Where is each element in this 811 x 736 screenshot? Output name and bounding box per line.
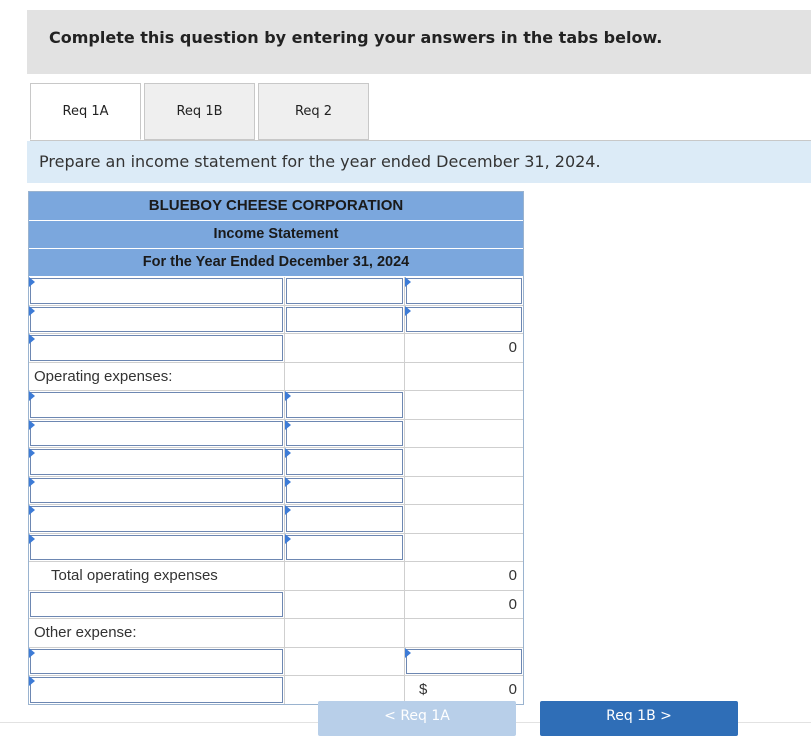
table-row <box>29 277 523 306</box>
instructions-banner <box>27 10 811 74</box>
total-operating-expenses-value: 0 <box>508 567 517 584</box>
expense-amount-input[interactable] <box>286 421 403 447</box>
dropdown-marker-icon <box>285 448 291 458</box>
dropdown-marker-icon <box>29 448 35 458</box>
other-expense-account-input[interactable] <box>30 649 283 675</box>
table-row <box>29 420 523 449</box>
dropdown-marker-icon <box>29 534 35 544</box>
table-row <box>29 391 523 420</box>
table-row <box>29 676 523 704</box>
amount-input[interactable] <box>406 278 522 304</box>
dropdown-marker-icon <box>29 505 35 515</box>
tab-req-1b[interactable]: Req 1B <box>144 83 255 140</box>
next-req-button[interactable]: Req 1B > <box>540 701 738 736</box>
statement-title: Income Statement <box>29 221 523 249</box>
table-row <box>29 591 523 620</box>
expense-account-input[interactable] <box>30 392 283 418</box>
expense-amount-input[interactable] <box>286 449 403 475</box>
expense-amount-input[interactable] <box>286 506 403 532</box>
dropdown-marker-icon <box>405 648 411 658</box>
dropdown-marker-icon <box>285 534 291 544</box>
account-input[interactable] <box>30 307 283 333</box>
total-operating-expenses-label: Total operating expenses <box>51 567 218 584</box>
tab-req-2[interactable]: Req 2 <box>258 83 369 140</box>
computed-value: 0 <box>508 339 517 356</box>
dropdown-marker-icon <box>405 277 411 287</box>
table-row <box>29 477 523 506</box>
account-input[interactable] <box>30 335 283 361</box>
dropdown-marker-icon <box>29 277 35 287</box>
table-row <box>29 363 523 392</box>
expense-amount-input[interactable] <box>286 478 403 504</box>
table-row <box>29 448 523 477</box>
table-row <box>29 534 523 563</box>
account-input[interactable] <box>30 278 283 304</box>
table-row <box>29 562 523 591</box>
expense-account-input[interactable] <box>30 506 283 532</box>
table-row <box>29 619 523 648</box>
table-row <box>29 648 523 677</box>
computed-value: 0 <box>508 595 517 613</box>
account-input[interactable] <box>30 592 283 618</box>
expense-account-input[interactable] <box>30 421 283 447</box>
expense-account-input[interactable] <box>30 535 283 561</box>
expense-amount-input[interactable] <box>286 392 403 418</box>
expense-account-input[interactable] <box>30 449 283 475</box>
tab-req-1a[interactable]: Req 1A <box>30 83 141 140</box>
other-expense-label: Other expense: <box>34 624 137 641</box>
dropdown-marker-icon <box>405 306 411 316</box>
banner-text: Complete this question by entering your answers in the tabs below. <box>49 28 663 47</box>
dropdown-marker-icon <box>29 648 35 658</box>
dropdown-marker-icon <box>285 391 291 401</box>
expense-account-input[interactable] <box>30 478 283 504</box>
operating-expenses-label: Operating expenses: <box>34 367 173 385</box>
amount-input[interactable] <box>406 307 522 333</box>
other-expense-amount-input[interactable] <box>406 649 522 675</box>
dropdown-marker-icon <box>285 477 291 487</box>
dropdown-marker-icon <box>29 477 35 487</box>
company-name: BLUEBOY CHEESE CORPORATION <box>29 192 523 221</box>
dropdown-marker-icon <box>29 306 35 316</box>
dropdown-marker-icon <box>29 676 35 686</box>
prev-req-button[interactable]: < Req 1A <box>318 701 516 736</box>
tab-bar <box>30 83 811 140</box>
table-row <box>29 334 523 363</box>
dropdown-marker-icon <box>29 391 35 401</box>
amount-input[interactable] <box>286 278 403 304</box>
dropdown-marker-icon <box>285 420 291 430</box>
currency-symbol: $ <box>419 681 428 698</box>
instruction-text: Prepare an income statement for the year ended December 31, 2024. <box>27 141 811 183</box>
dropdown-marker-icon <box>29 420 35 430</box>
net-income-label-input[interactable] <box>30 677 283 703</box>
table-row <box>29 505 523 534</box>
amount-input[interactable] <box>286 307 403 333</box>
dropdown-marker-icon <box>285 505 291 515</box>
expense-amount-input[interactable] <box>286 535 403 561</box>
table-row <box>29 306 523 335</box>
statement-period: For the Year Ended December 31, 2024 <box>29 249 523 277</box>
net-income-value: 0 <box>508 681 517 698</box>
dropdown-marker-icon <box>29 334 35 344</box>
income-statement-table <box>28 191 524 705</box>
